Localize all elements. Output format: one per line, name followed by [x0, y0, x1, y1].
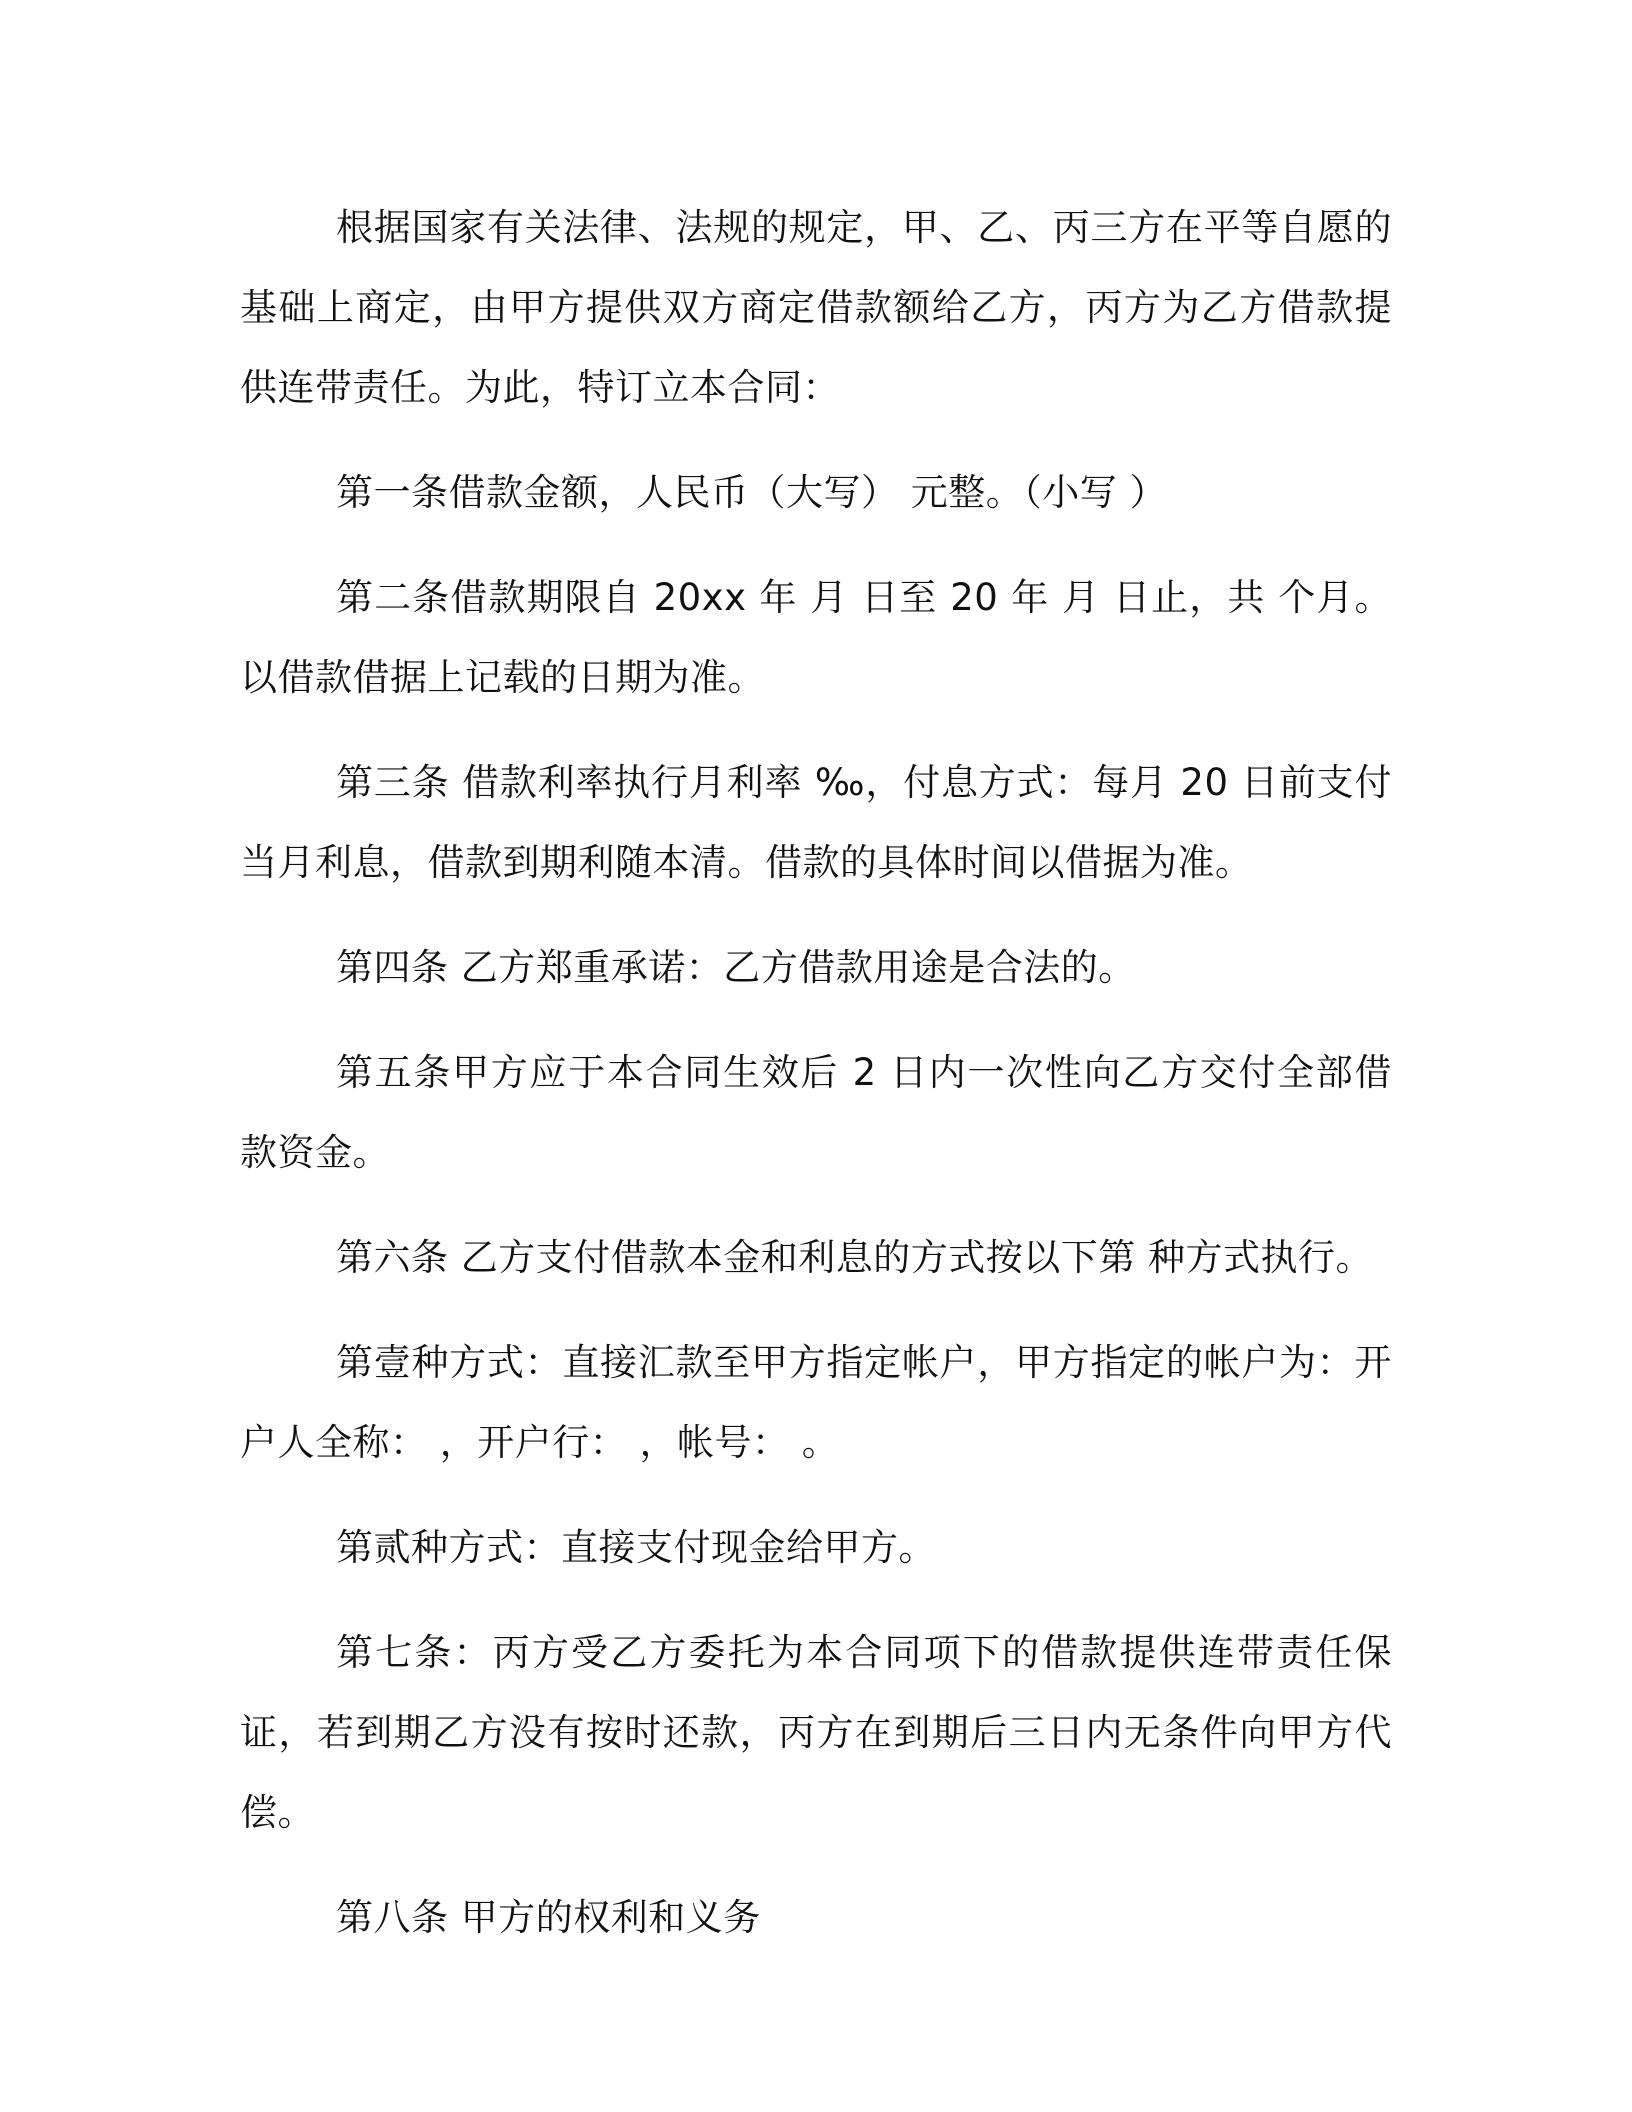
article-6-paragraph: 第六条 乙方支付借款本金和利息的方式按以下第 种方式执行。 [336, 1236, 1374, 1279]
article-3-paragraph: 第三条 借款利率执行月利率 ‰，付息方式：每月 20 日前支付当月利息，借款到期利随本清。借款的具体时间以借据为准。 [240, 761, 1392, 884]
intro-paragraph: 根据国家有关法律、法规的规定，甲、乙、丙三方在平等自愿的基础上商定，由甲方提供双方商定借款额给乙方，丙方为乙方借款提供连带责任。为此，特订立本合同： [240, 206, 1392, 409]
article-4-paragraph: 第四条 乙方郑重承诺：乙方借款用途是合法的。 [336, 946, 1136, 989]
article-2-paragraph: 第二条借款期限自 20xx 年 月 日至 20 年 月 日止，共 个月。以借款借据上记载的日期为准。 [240, 576, 1392, 699]
article-8-heading: 第八条 甲方的权利和义务 [336, 1896, 761, 1939]
payment-method-2-paragraph: 第贰种方式：直接支付现金给甲方。 [336, 1526, 936, 1569]
document-page [240, 188, 1392, 1983]
article-1-paragraph: 第一条借款金额，人民币（大写） 元整。（小写 ） [336, 471, 1168, 514]
article-7-paragraph: 第七条：丙方受乙方委托为本合同项下的借款提供连带责任保证，若到期乙方没有按时还款，丙方在到期后三日内无条件向甲方代偿。 [240, 1631, 1392, 1834]
payment-method-1-paragraph: 第壹种方式：直接汇款至甲方指定帐户，甲方指定的帐户为：开户人全称： ，开户行： ，帐号： 。 [240, 1341, 1392, 1464]
article-5-paragraph: 第五条甲方应于本合同生效后 2 日内一次性向乙方交付全部借款资金。 [240, 1051, 1392, 1174]
